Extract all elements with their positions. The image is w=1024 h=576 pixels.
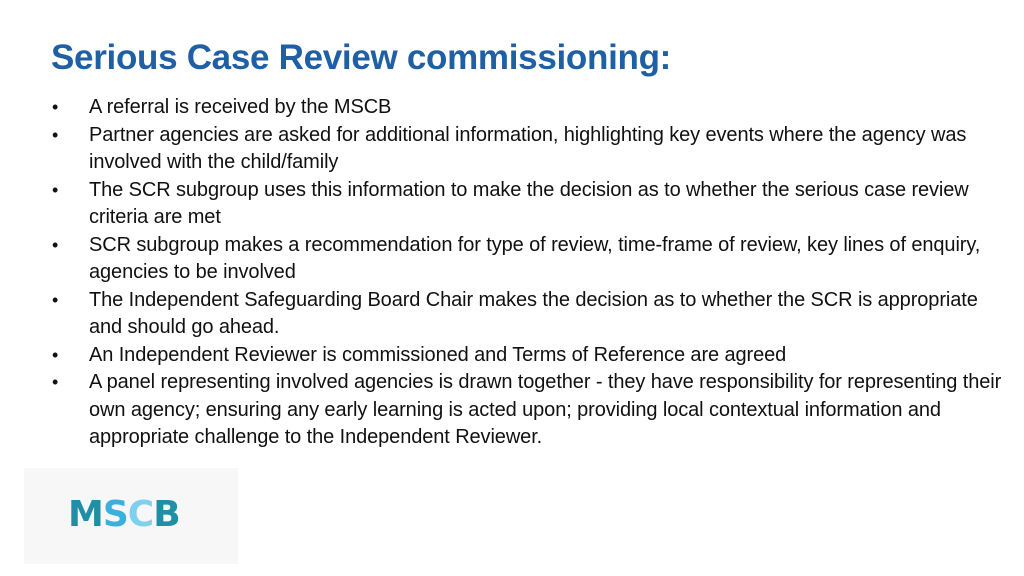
logo-letter-s: S [102,494,128,535]
logo-letter-m: M [68,494,103,535]
bullet-list [52,94,1012,452]
bullet-icon: • [52,124,59,145]
bullet-icon: • [52,234,59,255]
bullet-item [52,94,1012,122]
mscb-logo [68,494,180,535]
bullet-item [52,232,1012,287]
bullet-item [52,369,1012,452]
bullet-text: The Independent Safeguarding Board Chair makes the decision as to whether the SCR is appropriate and should go ahead. [89,288,978,338]
logo-area [24,468,238,564]
bullet-icon: • [52,97,59,117]
bullet-item [52,342,1012,370]
bullet-icon: • [52,179,59,200]
bullet-text: The SCR subgroup uses this information to make the decision as to whether the serious case review criteria are met [89,178,969,228]
bullet-text: An Independent Reviewer is commissioned and Terms of Reference are agreed [89,343,787,366]
logo-letter-b: B [153,494,180,535]
bullet-text: SCR subgroup makes a recommendation for type of review, time-frame of review, key lines of enquiry, agencies to be involved [89,233,981,283]
bullet-text: A referral is received by the MSCB [89,96,392,118]
logo-letter-c: C [127,494,154,535]
bullet-icon: • [52,372,59,392]
bullet-icon: • [52,344,59,365]
bullet-text: A panel representing involved agencies is drawn together - they have responsibility for representing their own agency; ensuring any early learning is acted upon; providing local contextual information and appropriate challenge to the Independent Reviewer. [89,371,1002,448]
bullet-text: Partner agencies are asked for additional information, highlighting key events where the agency was involved with the child/family [89,123,967,173]
bullet-item [52,122,1012,177]
slide-title: Serious Case Review commissioning: [51,38,672,77]
bullet-icon: • [52,289,59,310]
bullet-item [52,177,1012,232]
bullet-item [52,287,1012,342]
